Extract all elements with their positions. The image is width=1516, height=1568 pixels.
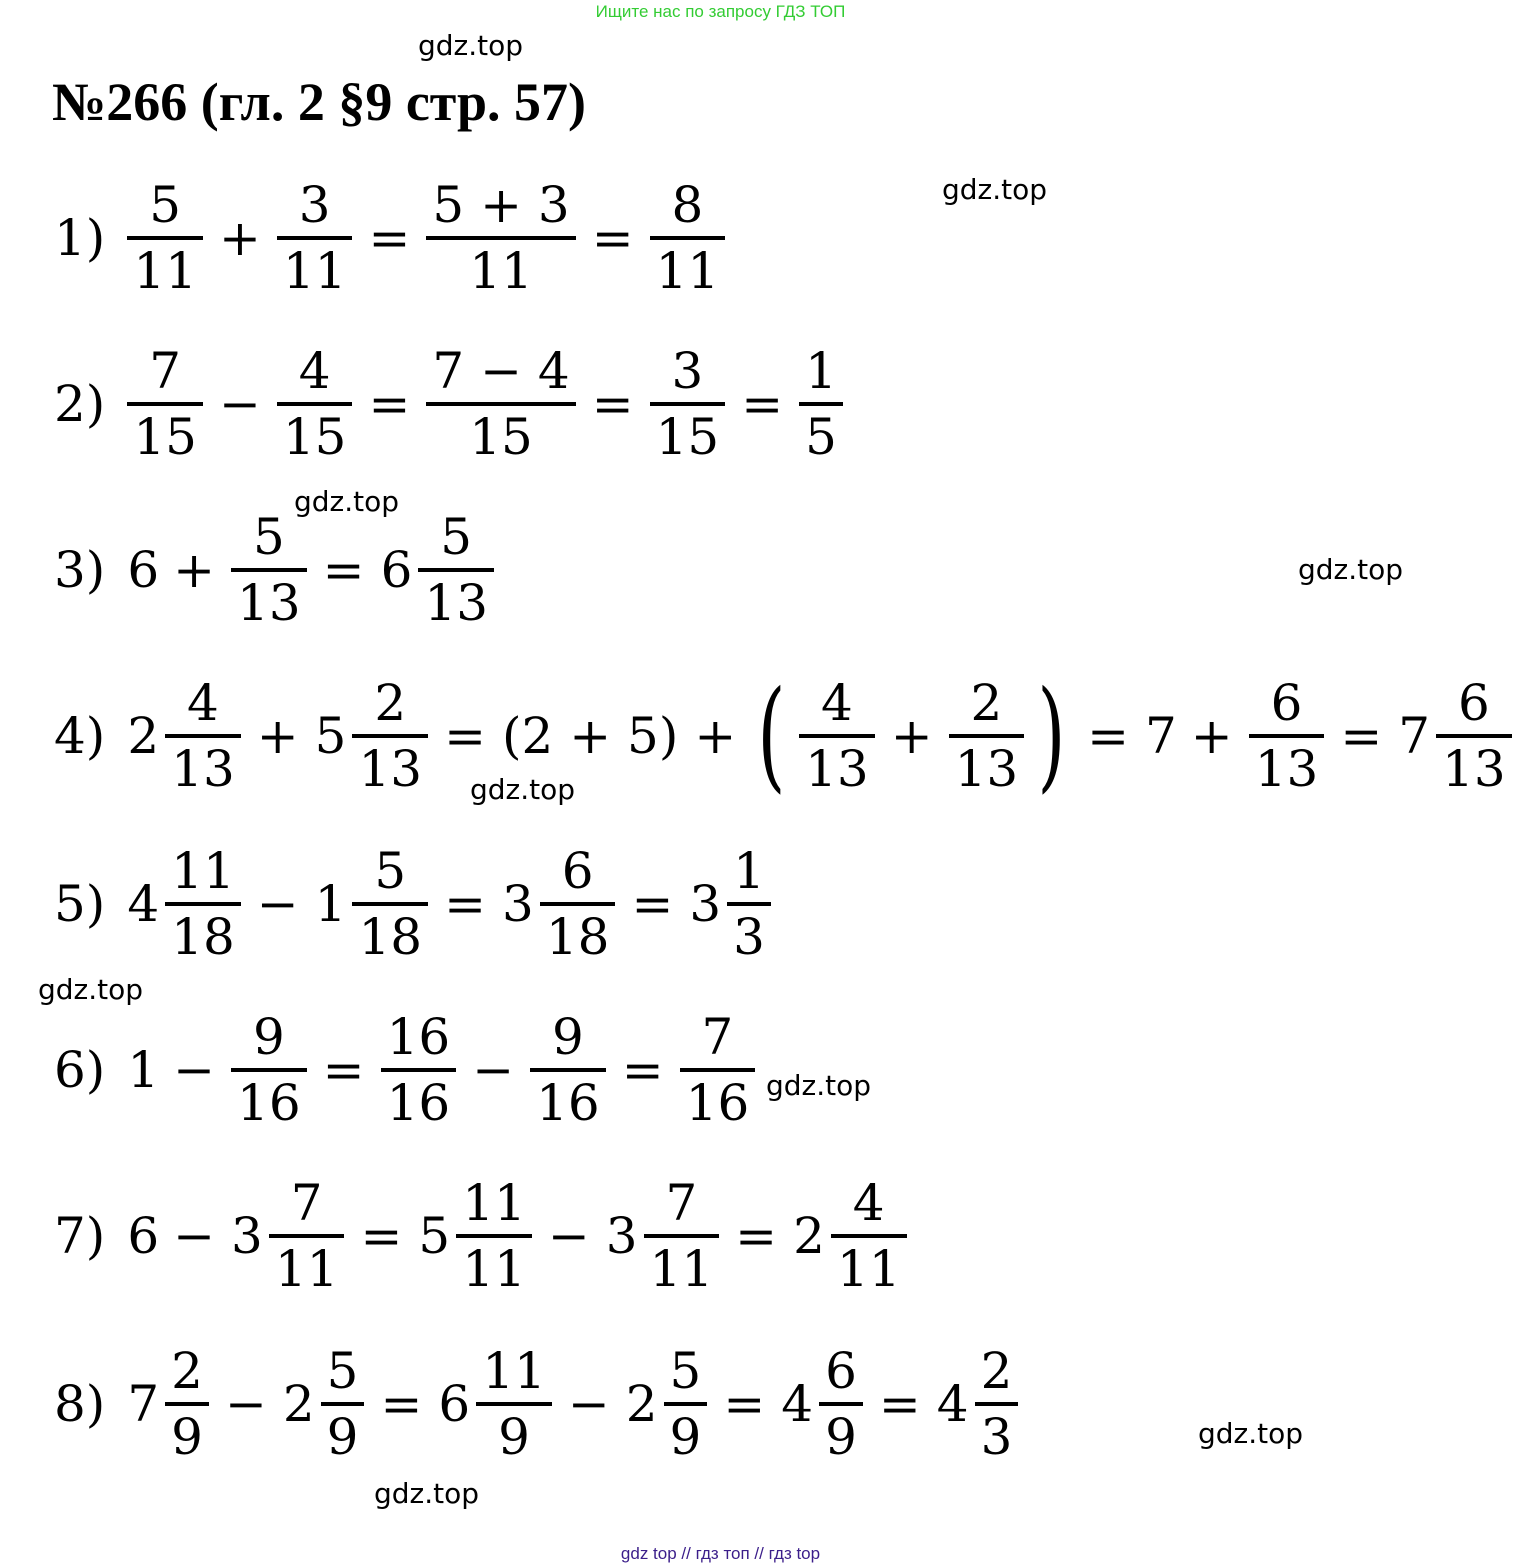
- fraction: $\frac{5}{13}$: [418, 506, 494, 634]
- fraction: $\frac{1}{3}$: [727, 840, 771, 968]
- fraction: $\frac{11}{11}$: [456, 1172, 532, 1300]
- fraction: $\frac{2}{3}$: [975, 1340, 1019, 1468]
- fraction: $\frac{8}{11}$: [650, 174, 726, 302]
- fraction: $\frac{7}{15}$: [127, 340, 203, 468]
- watermark: gdz.top: [1198, 1417, 1304, 1450]
- watermark: gdz.top: [418, 29, 524, 62]
- fraction: $\frac{6}{13}$: [1436, 672, 1512, 800]
- fraction: $\frac{5}{9}$: [321, 1340, 365, 1468]
- fraction: $\frac{4}{13}$: [165, 672, 241, 800]
- watermark: gdz.top: [294, 485, 400, 518]
- watermark: gdz.top: [766, 1069, 872, 1102]
- fraction: $\frac{6}{13}$: [1249, 672, 1325, 800]
- page-title: №266 (гл. 2 §9 стр. 57): [52, 72, 586, 132]
- fraction: $\frac{4}{13}$: [799, 672, 875, 800]
- fraction: $\frac{5 + 3}{11}$: [426, 174, 575, 302]
- fraction: $\frac{7 - 4}{15}$: [426, 340, 575, 468]
- fraction: $\frac{9}{16}$: [530, 1006, 606, 1134]
- fraction: $\frac{7}{16}$: [680, 1006, 756, 1134]
- problem-2: 2) $\frac{7}{15}$ − $\frac{4}{15}$ = $\frac{7 - 4}{15}$ = $\frac{3}{15}$ = $\frac{1}{5}$: [54, 334, 847, 474]
- fraction: $\frac{5}{11}$: [127, 174, 203, 302]
- fraction: $\frac{6}{9}$: [819, 1340, 863, 1468]
- fraction: $\frac{1}{5}$: [799, 340, 843, 468]
- problem-6: 6) 1 − $\frac{9}{16}$ = $\frac{16}{16}$ − $\frac{9}{16}$ = $\frac{7}{16}$: [54, 1000, 759, 1140]
- watermark: gdz.top: [374, 1477, 480, 1510]
- fraction: $\frac{6}{18}$: [540, 840, 616, 968]
- fraction: $\frac{2}{9}$: [165, 1340, 209, 1468]
- fraction: $\frac{2}{13}$: [352, 672, 428, 800]
- top-banner: Ищите нас по запросу ГДЗ ТОП: [595, 2, 846, 21]
- problem-label: 5): [54, 875, 106, 933]
- problem-3: 3) 6 + $\frac{5}{13}$ = 6 $\frac{5}{13}$: [54, 500, 498, 640]
- fraction: $\frac{3}{11}$: [277, 174, 353, 302]
- problem-5: 5) 4 $\frac{11}{18}$ − 1 $\frac{5}{18}$ = 3 $\frac{6}{18}$ = 3 $\frac{1}{3}$: [54, 834, 775, 974]
- problem-label: 7): [54, 1207, 106, 1265]
- problem-4: 4) 2 $\frac{4}{13}$ + 5 $\frac{2}{13}$ = (2 + 5) + ( $\frac{4}{13}$ + $\frac{2}{13}$ ) = 7 + $\frac{6}{13}$ = 7 $\frac{6}{13}$: [54, 666, 1516, 806]
- problem-label: 8): [54, 1375, 106, 1433]
- fraction: $\frac{11}{9}$: [476, 1340, 552, 1468]
- fraction: $\frac{5}{13}$: [231, 506, 307, 634]
- fraction: $\frac{2}{13}$: [949, 672, 1025, 800]
- fraction: $\frac{9}{16}$: [231, 1006, 307, 1134]
- fraction: $\frac{5}{18}$: [352, 840, 428, 968]
- watermark: gdz.top: [38, 973, 144, 1006]
- fraction: $\frac{4}{11}$: [831, 1172, 907, 1300]
- fraction: $\frac{4}{15}$: [277, 340, 353, 468]
- problem-label: 1): [54, 209, 106, 267]
- fraction: $\frac{7}{11}$: [269, 1172, 345, 1300]
- footer: gdz top // гдз топ // гдз top: [620, 1544, 821, 1563]
- fraction: $\frac{3}{15}$: [650, 340, 726, 468]
- problem-1: 1) $\frac{5}{11}$ + $\frac{3}{11}$ = $\frac{5 + 3}{11}$ = $\frac{8}{11}$: [54, 168, 729, 308]
- fraction: $\frac{16}{16}$: [381, 1006, 457, 1134]
- problem-label: 4): [54, 707, 106, 765]
- problem-label: 2): [54, 375, 106, 433]
- watermark: gdz.top: [470, 773, 576, 806]
- problem-8: 8) 7 $\frac{2}{9}$ − 2 $\frac{5}{9}$ = 6 $\frac{11}{9}$ − 2 $\frac{5}{9}$ = 4 $\frac{6}{9}$ = 4 $\frac{2}{3}$: [54, 1334, 1022, 1474]
- watermark: gdz.top: [942, 173, 1048, 206]
- problem-label: 3): [54, 541, 106, 599]
- watermark: gdz.top: [1298, 553, 1404, 586]
- problem-label: 6): [54, 1041, 106, 1099]
- fraction: $\frac{11}{18}$: [165, 840, 241, 968]
- fraction: $\frac{5}{9}$: [664, 1340, 708, 1468]
- problem-7: 7) 6 − 3 $\frac{7}{11}$ = 5 $\frac{11}{11}$ − 3 $\frac{7}{11}$ = 2 $\frac{4}{11}$: [54, 1166, 911, 1306]
- fraction: $\frac{7}{11}$: [644, 1172, 720, 1300]
